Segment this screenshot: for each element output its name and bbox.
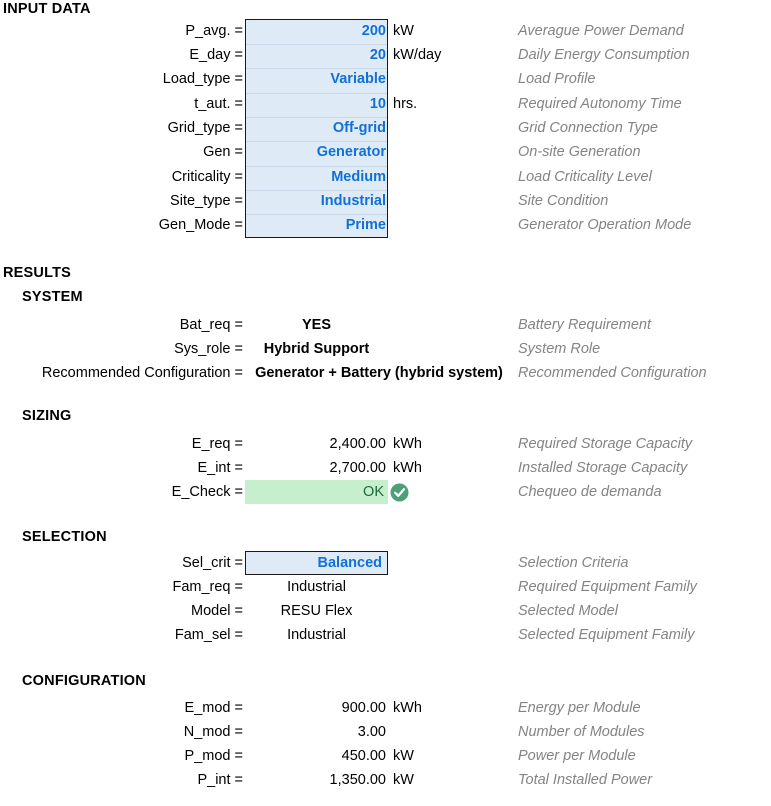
row-label: E_req = — [191, 436, 243, 452]
section-header-sizing: SIZING — [22, 408, 72, 424]
input-row-grid-type — [0, 116, 771, 140]
row-label: t_aut. = — [194, 96, 243, 112]
row-value[interactable]: 10 — [369, 96, 386, 112]
row-unit: kW/day — [393, 47, 442, 63]
system-row-bat-req — [0, 313, 771, 337]
row-value: Generator + Battery (hybrid system) — [255, 365, 503, 381]
row-description: Grid Connection Type — [518, 120, 658, 136]
input-row-criticality — [0, 165, 771, 189]
row-label: Gen = — [203, 144, 243, 160]
row-description: Required Equipment Family — [518, 579, 697, 595]
selection-row-sel-crit — [0, 551, 771, 575]
row-description: Battery Requirement — [518, 317, 651, 333]
input-row-site-type — [0, 189, 771, 213]
input-row-gen — [0, 140, 771, 164]
row-label: Sel_crit = — [182, 555, 243, 571]
section-header-results: RESULTS — [3, 265, 71, 281]
row-label: P_mod = — [184, 748, 243, 764]
row-description: Load Profile — [518, 71, 596, 87]
sizing-row-e-check — [0, 480, 771, 504]
input-row-p-avg — [0, 19, 771, 43]
sizing-row-e-int — [0, 456, 771, 480]
row-value: RESU Flex — [280, 603, 353, 619]
row-description: On-site Generation — [518, 144, 641, 160]
row-unit: hrs. — [393, 96, 418, 112]
row-description: Required Autonomy Time — [518, 96, 682, 112]
row-description: Installed Storage Capacity — [518, 460, 688, 476]
section-header-configuration: CONFIGURATION — [22, 673, 146, 689]
row-description: Power per Module — [518, 748, 636, 764]
section-header-system: SYSTEM — [22, 289, 83, 305]
row-label: Grid_type = — [167, 120, 243, 136]
row-value[interactable]: Generator — [316, 144, 386, 160]
selection-row-model — [0, 599, 771, 623]
row-value[interactable]: 200 — [361, 23, 386, 39]
row-label: Criticality = — [171, 169, 243, 185]
row-unit: kWh — [393, 700, 422, 716]
row-description: Recommended Configuration — [518, 365, 707, 381]
row-description: Chequeo de demanda — [518, 484, 662, 500]
row-description: Site Condition — [518, 193, 609, 209]
row-label: Gen_Mode = — [158, 217, 243, 233]
input-row-gen-mode — [0, 213, 771, 237]
row-description: Number of Modules — [518, 724, 645, 740]
row-unit: kW — [393, 772, 414, 788]
row-label: E_day = — [189, 47, 243, 63]
configuration-row-n-mod — [0, 720, 771, 744]
row-description: Load Criticality Level — [518, 169, 652, 185]
selection-row-fam-req — [0, 575, 771, 599]
row-value: 1,350.00 — [329, 772, 386, 788]
row-value[interactable]: 20 — [369, 47, 386, 63]
row-label: Bat_req = — [179, 317, 243, 333]
row-description: Selected Equipment Family — [518, 627, 695, 643]
row-value: 900.00 — [341, 700, 386, 716]
row-label: Sys_role = — [174, 341, 243, 357]
row-description: Selection Criteria — [518, 555, 629, 571]
row-label: Load_type = — [162, 71, 243, 87]
row-value: Industrial — [287, 579, 346, 595]
row-unit: kW — [393, 748, 414, 764]
row-unit: kWh — [393, 436, 422, 452]
row-description: Required Storage Capacity — [518, 436, 693, 452]
row-unit: kWh — [393, 460, 422, 476]
row-label: Fam_sel = — [174, 627, 243, 643]
row-description: Generator Operation Mode — [518, 217, 692, 233]
row-value: Hybrid Support — [263, 341, 370, 357]
row-description: Total Installed Power — [518, 772, 653, 788]
row-description: Energy per Module — [518, 700, 641, 716]
input-row-e-day — [0, 43, 771, 67]
row-label: Recommended Configuration = — [41, 365, 243, 381]
row-description: Averague Power Demand — [518, 23, 684, 39]
row-value[interactable]: Off-grid — [332, 120, 386, 136]
row-value: YES — [301, 317, 331, 333]
row-label: P_avg. = — [185, 23, 243, 39]
row-description: Daily Energy Consumption — [518, 47, 690, 63]
row-unit: kW — [393, 23, 414, 39]
row-value: 450.00 — [341, 748, 386, 764]
row-value: 2,400.00 — [329, 436, 386, 452]
selection-row-fam-sel — [0, 623, 771, 647]
row-label: E_int = — [197, 460, 243, 476]
row-value[interactable]: Prime — [345, 217, 386, 233]
input-row-t-aut — [0, 92, 771, 116]
configuration-row-p-int — [0, 768, 771, 792]
row-description: Selected Model — [518, 603, 618, 619]
row-label: Site_type = — [170, 193, 243, 209]
row-label: P_int = — [197, 772, 243, 788]
system-row-sys-role — [0, 337, 771, 361]
sizing-row-e-req — [0, 432, 771, 456]
row-value: 2,700.00 — [329, 460, 386, 476]
row-label: Model = — [191, 603, 243, 619]
row-description: System Role — [518, 341, 601, 357]
row-value: Industrial — [287, 627, 346, 643]
row-label: Fam_req = — [172, 579, 243, 595]
row-value[interactable]: Industrial — [320, 193, 386, 209]
row-value[interactable]: Balanced — [317, 555, 382, 571]
system-row-recommended-configuration — [0, 361, 771, 385]
input-row-load-type — [0, 67, 771, 91]
check-circle-icon — [390, 483, 409, 502]
e-check-status-text: OK — [363, 484, 384, 500]
section-header-input-data: INPUT DATA — [3, 1, 91, 17]
row-value[interactable]: Variable — [330, 71, 386, 87]
row-value[interactable]: Medium — [331, 169, 386, 185]
row-label: N_mod = — [183, 724, 243, 740]
row-label: E_mod = — [184, 700, 243, 716]
row-value: 3.00 — [357, 724, 386, 740]
configuration-row-e-mod — [0, 696, 771, 720]
row-label: E_Check = — [171, 484, 243, 500]
section-header-selection: SELECTION — [22, 529, 107, 545]
configuration-row-p-mod — [0, 744, 771, 768]
